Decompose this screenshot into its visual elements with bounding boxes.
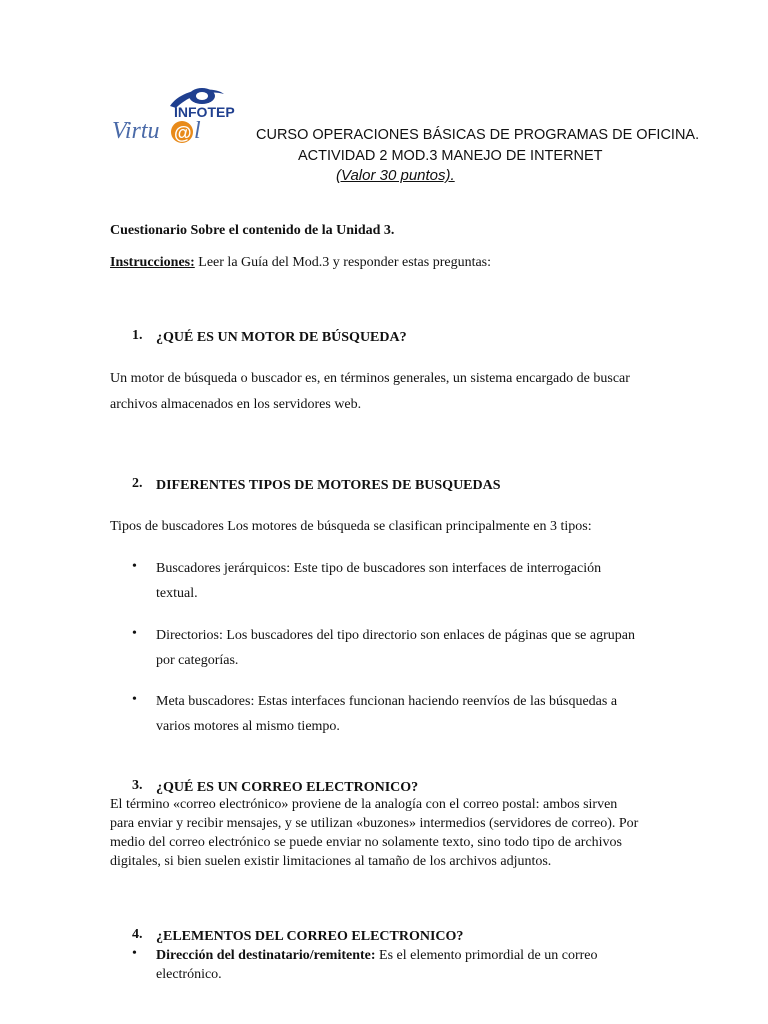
section-3-text-line-1: El término «correo electrónico» proviene de la analogía con el correo postal: ambos sirven xyxy=(110,797,618,812)
instructions-text: Leer la Guía del Mod.3 y responder estas preguntas: xyxy=(198,255,492,270)
section-4-title: ¿ELEMENTOS DEL CORREO ELECTRONICO? xyxy=(156,929,464,944)
bullet-directorios-line-2: por categorías. xyxy=(156,653,239,668)
section-1-title: ¿QUÉ ES UN MOTOR DE BÚSQUEDA? xyxy=(156,330,407,345)
section-1-number: 1. xyxy=(132,328,143,343)
section-4-number: 4. xyxy=(132,927,143,942)
section-2-intro: Tipos de buscadores Los motores de búsqueda se clasifican principalmente en 3 tipos: xyxy=(110,519,592,534)
bullet-meta-line-1: Meta buscadores: Estas interfaces funcionan haciendo reenvíos de las búsquedas a xyxy=(156,694,618,709)
bullet-icon: • xyxy=(132,626,137,641)
section-1-text-line-1: Un motor de búsqueda o buscador es, en términos generales, un sistema encargado de buscar xyxy=(110,371,630,386)
section-3-number: 3. xyxy=(132,778,143,793)
section-1-text-line-2: archivos almacenados en los servidores web. xyxy=(110,397,362,412)
activity-title: ACTIVIDAD 2 MOD.3 MANEJO DE INTERNET xyxy=(298,148,603,164)
bullet-directorios-line-1: Directorios: Los buscadores del tipo directorio son enlaces de páginas que se agrupan xyxy=(156,628,635,643)
section-2-title: DIFERENTES TIPOS DE MOTORES DE BUSQUEDAS xyxy=(156,478,501,493)
section-3-text-line-2: para enviar y recibir mensajes, y se utilizan «buzones» intermedios (servidores de correo). Por xyxy=(110,816,639,831)
svg-text:l: l xyxy=(194,118,201,144)
bullet-direccion-line-1 xyxy=(156,946,598,965)
course-title: CURSO OPERACIONES BÁSICAS DE PROGRAMAS DE OFICINA. xyxy=(256,127,700,143)
bullet-direccion-label: Dirección del destinatario/remitente: xyxy=(156,948,376,963)
svg-text:INFOTEP: INFOTEP xyxy=(174,104,235,120)
section-2-number: 2. xyxy=(132,476,143,491)
bullet-icon: • xyxy=(132,692,137,707)
section-3-text-line-3: medio del correo electrónico se puede enviar no solamente texto, sino todo tipo de archivos xyxy=(110,835,623,850)
section-3-title: ¿QUÉ ES UN CORREO ELECTRONICO? xyxy=(156,780,419,795)
infotep-virtual-logo xyxy=(110,84,258,148)
svg-text:Virtu: Virtu xyxy=(112,118,160,144)
bullet-jerarquicos-line-1: Buscadores jerárquicos: Este tipo de buscadores son interfaces de interrogación xyxy=(156,561,602,576)
instructions-label: Instrucciones: xyxy=(110,255,195,270)
svg-text:@: @ xyxy=(174,123,192,143)
points-value: (Valor 30 puntos). xyxy=(336,167,455,184)
bullet-meta-line-2: varios motores al mismo tiempo. xyxy=(156,719,340,734)
bullet-icon: • xyxy=(132,559,137,574)
bullet-direccion-text: Es el elemento primordial de un correo xyxy=(379,948,598,963)
instructions-line xyxy=(110,253,491,272)
bullet-icon: • xyxy=(132,946,137,961)
bullet-direccion-line-2: electrónico. xyxy=(156,967,222,982)
bullet-jerarquicos-line-2: textual. xyxy=(156,586,198,601)
section-3-text-line-4: digitales, si bien suelen existir limitaciones al tamaño de los archivos adjuntos. xyxy=(110,854,552,869)
questionnaire-heading: Cuestionario Sobre el contenido de la Unidad 3. xyxy=(110,223,395,238)
